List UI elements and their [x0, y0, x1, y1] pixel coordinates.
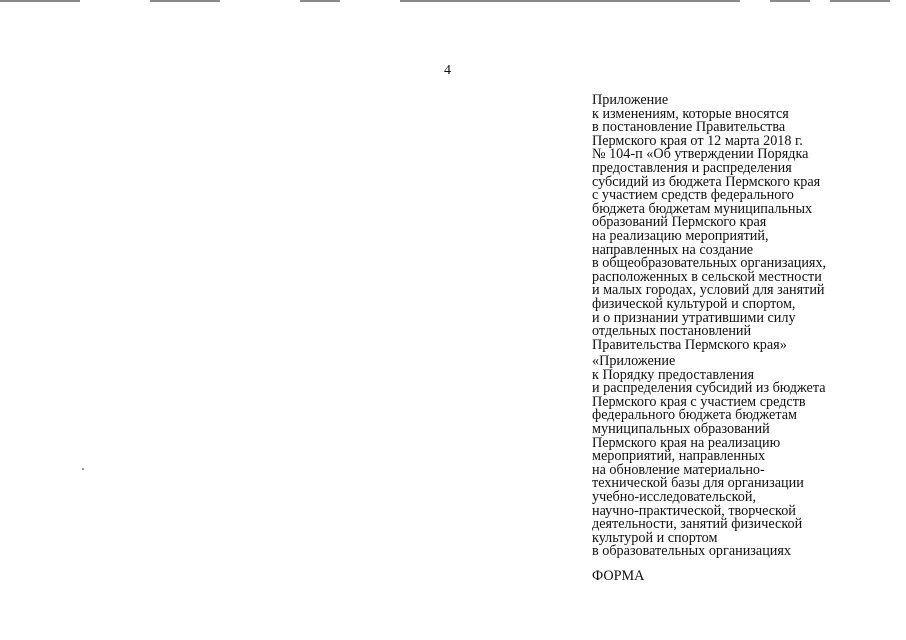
order-appendix-line: учебно-исследовательской, [592, 488, 757, 505]
appendix-header-block [592, 94, 826, 352]
appendix-line: отдельных постановлений [592, 323, 752, 340]
appendix-line: субсидий из бюджета Пермского края [592, 173, 821, 190]
appendix-line: физической культурой и спортом, [592, 295, 796, 312]
appendix-line: бюджета бюджетам муниципальных [592, 200, 813, 217]
appendix-line: на реализацию мероприятий, [592, 227, 769, 244]
order-appendix-line: к Порядку предоставления [592, 366, 754, 383]
order-appendix-line: культурой и спортом [592, 529, 718, 546]
appendix-line: к изменениям, которые вносятся [592, 105, 789, 122]
scan-top-edge [0, 0, 906, 3]
order-appendix-line: на обновление материально- [592, 461, 765, 478]
form-label: ФОРМА [592, 568, 645, 584]
appendix-line: направленных на создание [592, 241, 754, 258]
order-appendix-line: и распределения субсидий из бюджета [592, 380, 826, 397]
appendix-line: предоставления и распределения [592, 159, 792, 176]
appendix-line: расположенных в сельской местности [592, 268, 822, 285]
order-appendix-line: в образовательных организациях [592, 543, 792, 560]
appendix-line: Пермского края от 12 марта 2018 г. [592, 132, 803, 149]
appendix-line: № 104-п «Об утверждении Порядка [592, 146, 809, 163]
appendix-line: Правительства Пермского края» [592, 336, 787, 353]
appendix-line: и о признании утратившими силу [592, 309, 796, 326]
appendix-line: в постановление Правительства [592, 119, 786, 136]
page-number: 4 [444, 63, 451, 78]
order-appendix-block [592, 355, 826, 559]
appendix-line: образований Пермского края [592, 214, 767, 231]
scan-speck [82, 468, 84, 470]
order-appendix-line: мероприятий, направленных [592, 448, 766, 465]
appendix-line: в общеобразовательных организациях, [592, 255, 827, 272]
appendix-line: Приложение [592, 92, 669, 108]
order-appendix-line: научно-практической, творческой [592, 502, 796, 519]
appendix-line: с участием средств федерального [592, 187, 794, 204]
order-appendix-line: Пермского края на реализацию [592, 434, 781, 451]
order-appendix-line: «Приложение [592, 353, 676, 369]
appendix-line: и малых городах, условий для занятий [592, 282, 825, 299]
order-appendix-line: федерального бюджета бюджетам [592, 407, 797, 424]
order-appendix-line: Пермского края с участием средств [592, 393, 806, 410]
order-appendix-line: технической базы для организации [592, 475, 804, 492]
order-appendix-line: муниципальных образований [592, 420, 770, 437]
order-appendix-line: деятельности, занятий физической [592, 516, 803, 533]
